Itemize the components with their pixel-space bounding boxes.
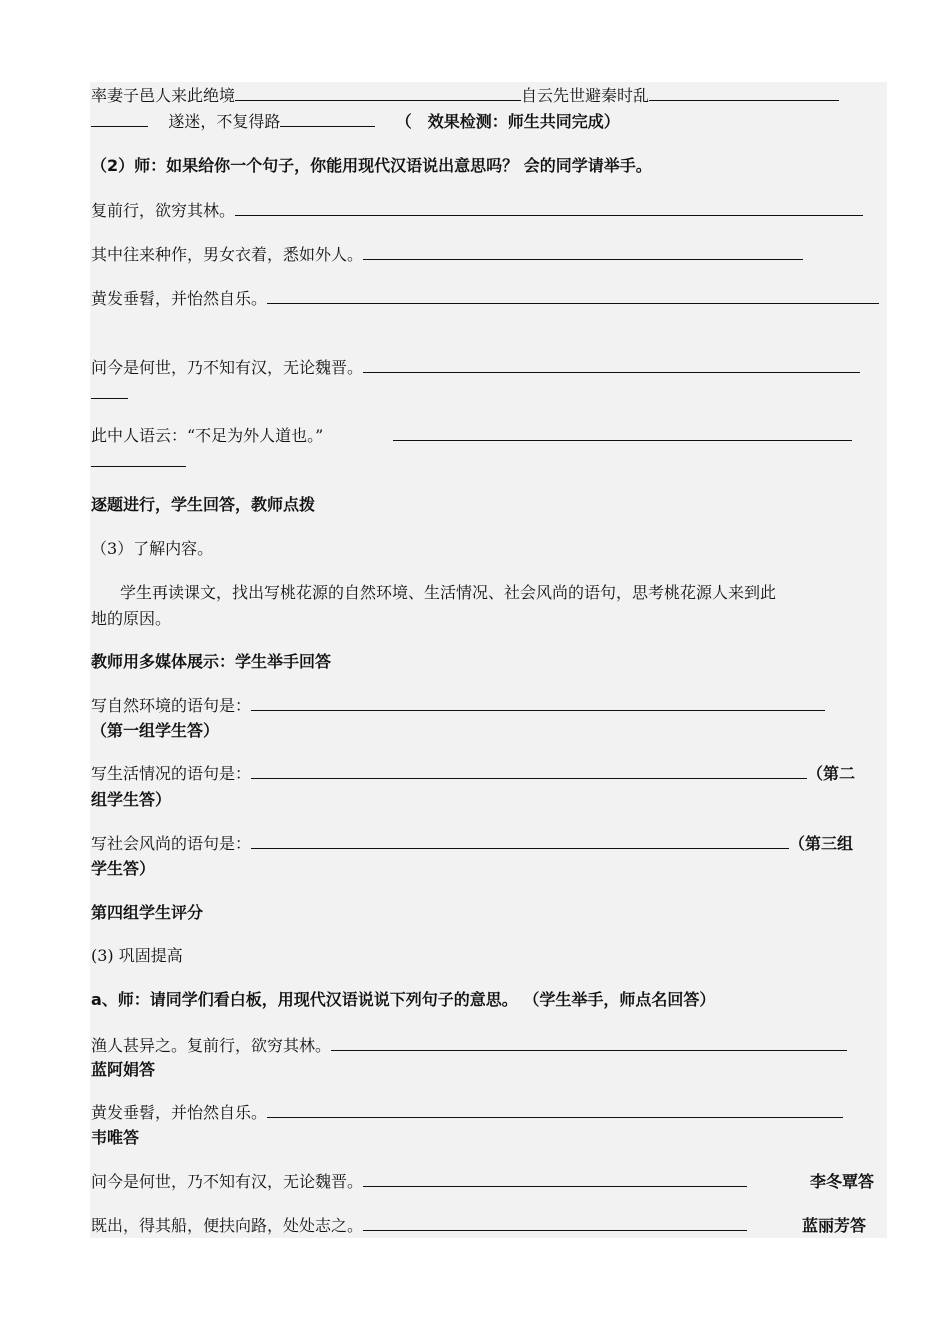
write-2-label: 写生活情况的语句是： (91, 764, 252, 783)
sentence-1-text: 复前行，欲穷其林。 (91, 201, 236, 220)
blank-18[interactable] (363, 1216, 747, 1231)
blank-15[interactable] (331, 1036, 847, 1051)
sentence-5 (91, 426, 852, 446)
write-1-answerer: （第一组学生答） (91, 721, 220, 740)
sentence-4-text: 问今是何世，乃不知有汉，无论魏晋。 (91, 358, 364, 377)
sentence-5-cont (91, 452, 186, 472)
sentence-2 (91, 245, 803, 265)
group-4-scoring: 第四组学生评分 (91, 903, 204, 922)
media-instruction: 教师用多媒体展示：学生举手回答 (91, 652, 332, 671)
section-consolidate: (3) 巩固提高 (91, 946, 183, 965)
answerer-3: 李冬覃答 (810, 1172, 875, 1191)
sentence-4 (91, 358, 860, 378)
write-3-answerer-b: 学生答） (91, 859, 156, 878)
answer-4-text: 既出，得其船，便扶向路，处处志之。 (91, 1216, 364, 1235)
paragraph-2: 地的原因。 (91, 609, 172, 628)
sentence-4-cont (91, 384, 128, 404)
write-3-label: 写社会风尚的语句是： (91, 834, 252, 853)
answer-1 (91, 1036, 847, 1056)
blank-14[interactable] (251, 834, 789, 849)
step-instruction: 逐题进行，学生回答，教师点拨 (91, 495, 316, 514)
blank-10[interactable] (393, 426, 852, 441)
write-2 (91, 764, 855, 784)
question-2: （2）师：如果给你一个句子，你能用现代汉语说出意思吗？ 会的同学请举手。 (91, 156, 652, 175)
blank-4[interactable] (280, 112, 375, 127)
blank-1[interactable] (235, 86, 521, 101)
blank-2[interactable] (649, 86, 839, 101)
text-l2b: （ 效果检测：师生共同完成） (395, 112, 620, 131)
write-2-answerer-b: 组学生答） (91, 790, 172, 809)
write-2-answerer-a: （第二 (807, 764, 856, 783)
answerer-4: 蓝丽芳答 (802, 1216, 867, 1235)
text-l1a: 率妻子邑人来此绝境 (91, 86, 236, 105)
sentence-2-text: 其中往来种作，男女衣着，悉如外人。 (91, 245, 364, 264)
blank-9[interactable] (91, 384, 128, 399)
write-3-answerer-a: （第三组 (789, 834, 854, 853)
write-3 (91, 834, 853, 854)
answerer-2: 韦唯答 (91, 1128, 140, 1147)
line-2 (91, 112, 620, 132)
blank-13[interactable] (251, 764, 807, 779)
text-l1b: 自云先世避秦时乱 (521, 86, 650, 105)
blank-3[interactable] (91, 112, 148, 127)
question-3: （3）了解内容。 (91, 539, 214, 558)
question-a: a、师：请同学们看白板，用现代汉语说说下列句子的意思。 （学生举手，师点名回答） (91, 990, 716, 1009)
answer-4 (91, 1216, 747, 1236)
blank-5[interactable] (235, 201, 863, 216)
sentence-3 (91, 289, 879, 309)
answer-3-text: 问今是何世，乃不知有汉，无论魏晋。 (91, 1172, 364, 1191)
write-1 (91, 696, 825, 716)
answer-3 (91, 1172, 747, 1192)
answer-2-text: 黄发垂髫，并怡然自乐。 (91, 1103, 268, 1122)
blank-11[interactable] (91, 452, 186, 467)
sentence-1 (91, 201, 863, 221)
answerer-1: 蓝阿娟答 (91, 1060, 156, 1079)
blank-6[interactable] (363, 245, 803, 260)
write-1-label: 写自然环境的语句是： (91, 696, 252, 715)
blank-12[interactable] (251, 696, 825, 711)
blank-17[interactable] (363, 1172, 747, 1187)
blank-16[interactable] (267, 1103, 843, 1118)
text-l2a: 遂迷，不复得路 (168, 112, 281, 131)
paragraph-1: 学生再读课文，找出写桃花源的自然环境、生活情况、社会风尚的语句，思考桃花源人来到此 (120, 583, 777, 602)
answer-2 (91, 1103, 843, 1123)
sentence-5-text: 此中人语云：“不足为外人道也。” (91, 426, 324, 445)
blank-7[interactable] (267, 289, 879, 304)
line-1 (91, 86, 839, 106)
blank-8[interactable] (363, 358, 860, 373)
answer-1-text: 渔人甚异之。复前行，欲穷其林。 (91, 1036, 332, 1055)
sentence-3-text: 黄发垂髫，并怡然自乐。 (91, 289, 268, 308)
